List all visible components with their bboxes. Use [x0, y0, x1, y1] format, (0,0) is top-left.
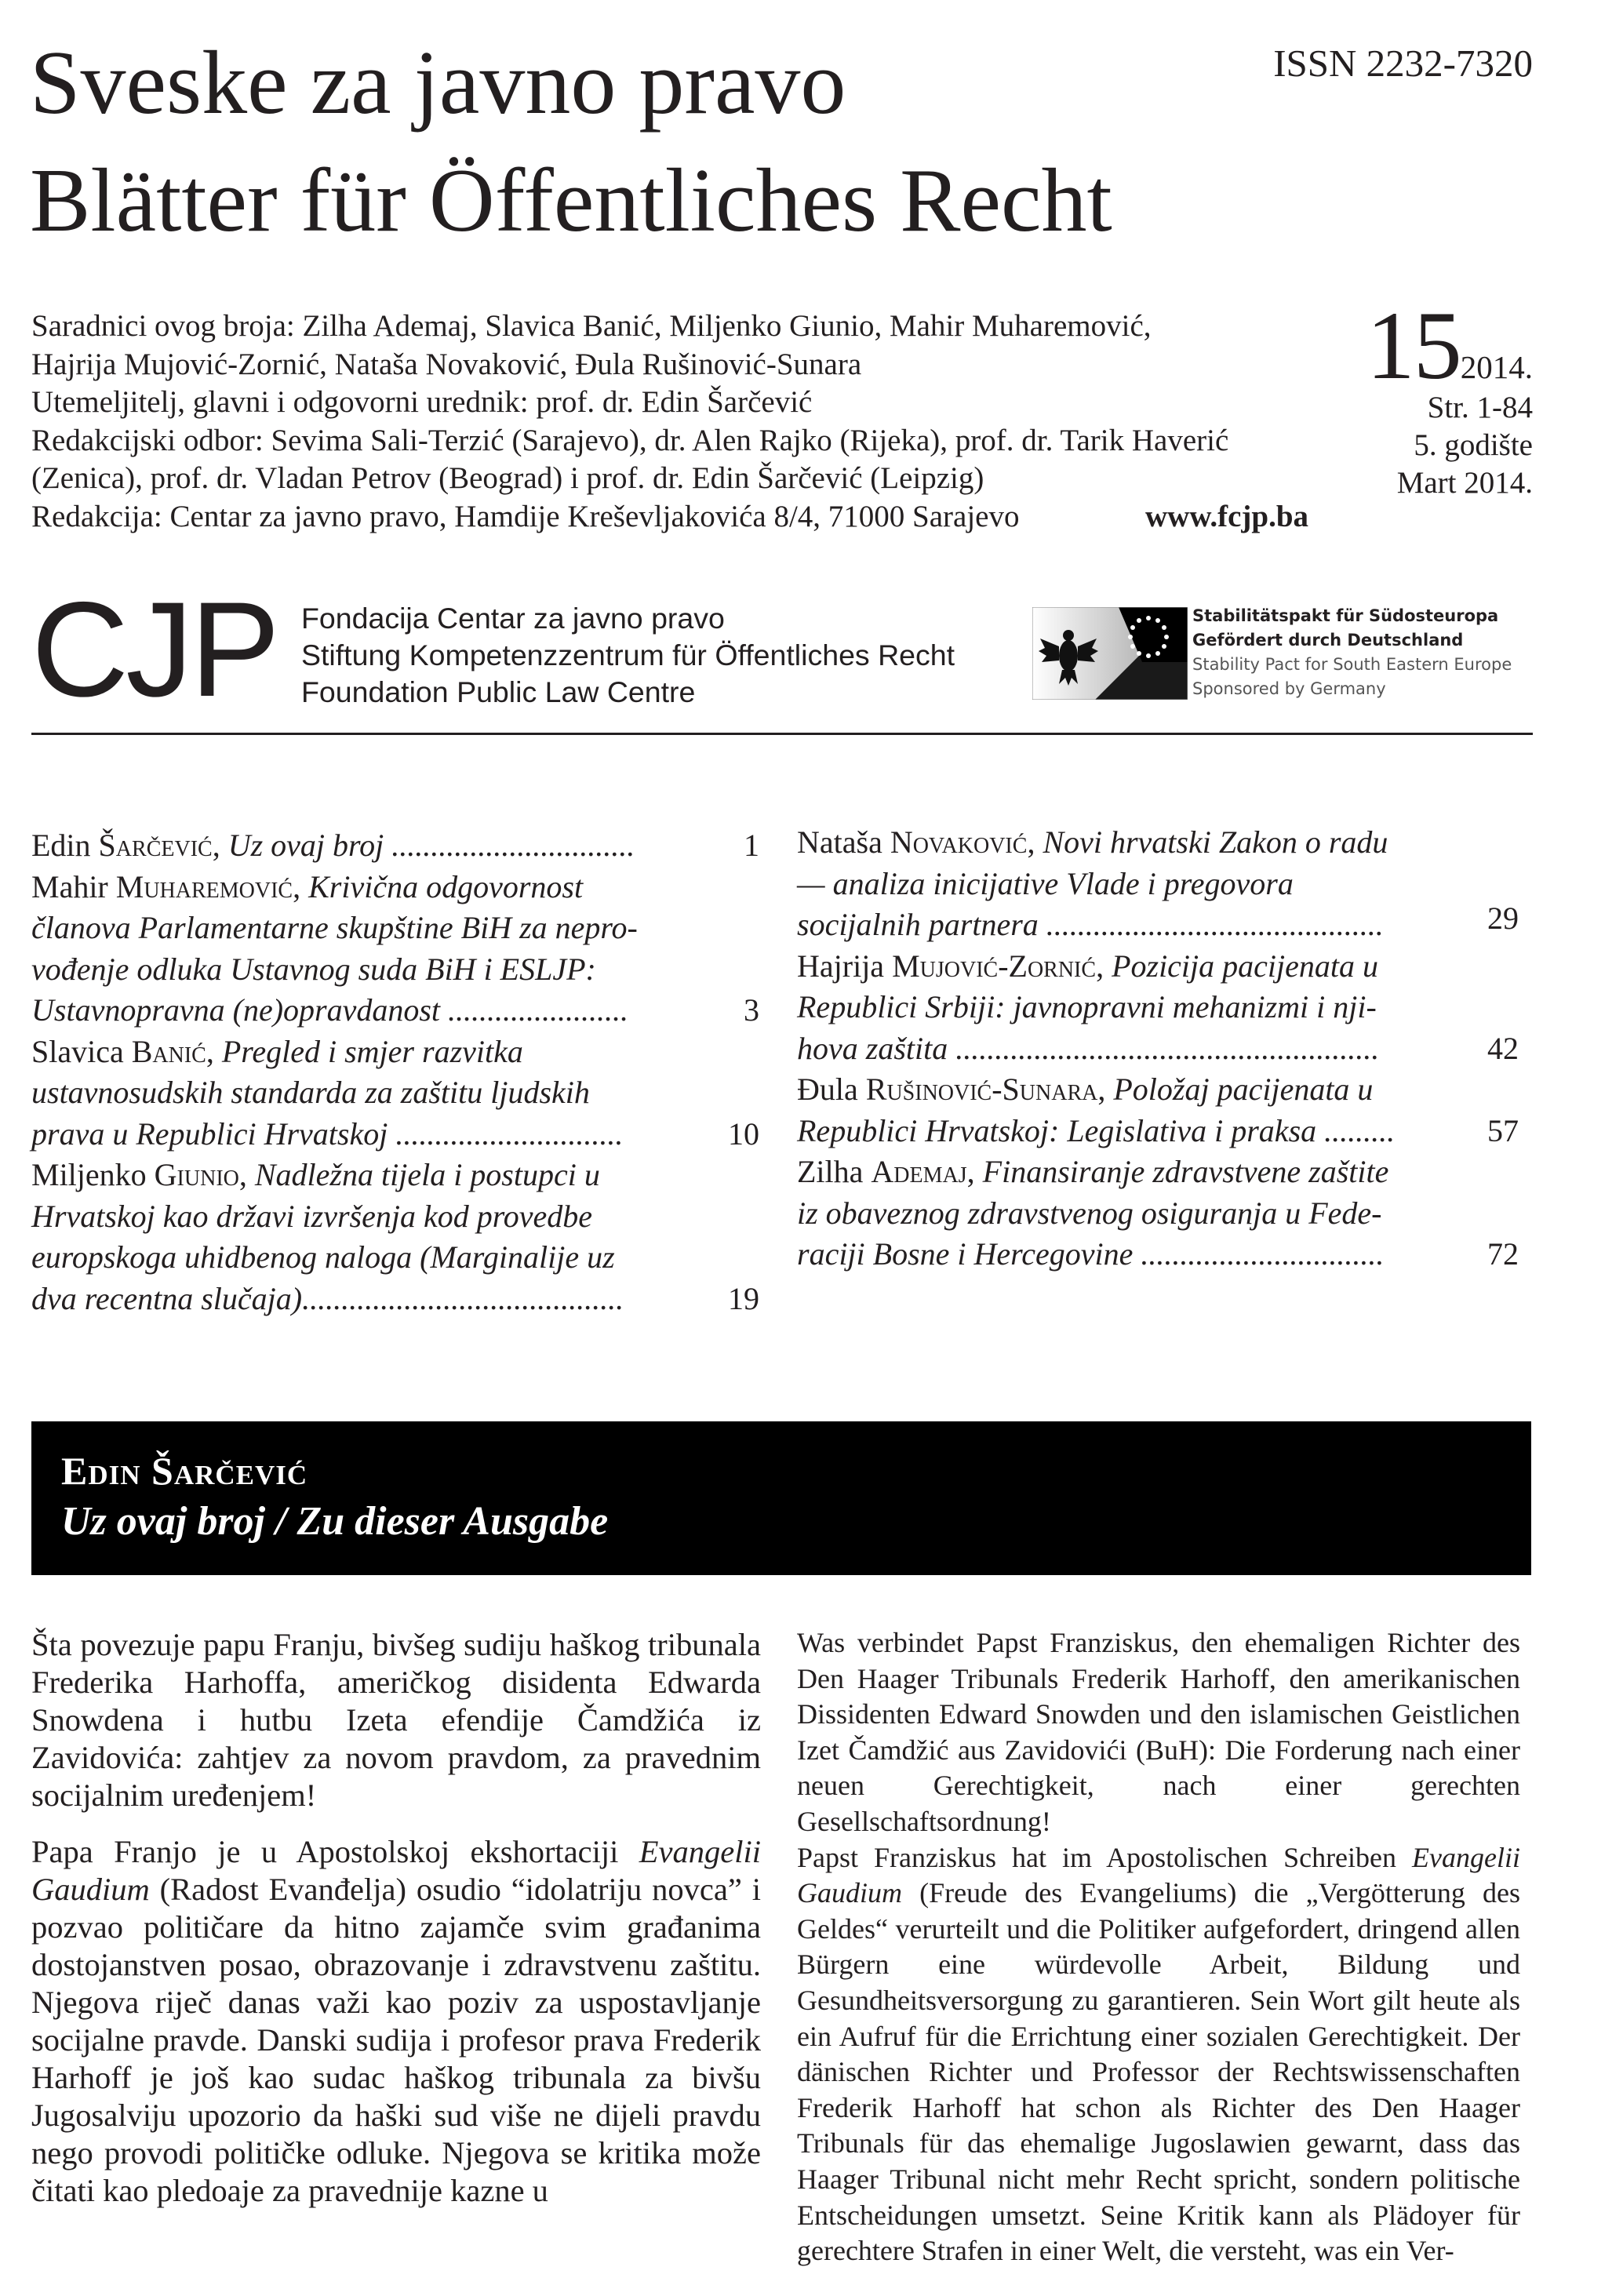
foundation-names: [301, 600, 955, 711]
toc-page-number: 3: [744, 992, 759, 1028]
stability-pact-emblem-icon: [1032, 607, 1188, 700]
toc-title-line: Nadležna tijela i postupci u: [254, 1157, 600, 1192]
toc-title-line: ustavnosudskih standarda za zaštitu ljudskih: [31, 1075, 590, 1110]
toc-left-column: [31, 825, 759, 1319]
toc-author: Muharemović: [115, 868, 293, 904]
contributors-line-2: Hajrija Mujović-Zornić, Nataša Novaković, Đula Rušinović-Sunara: [31, 347, 862, 381]
toc-title-line: Novi hrvatski Zakon o radu: [1043, 824, 1388, 860]
toc-title-line: — analiza inicijative Vlade i pregovora: [797, 865, 1294, 901]
toc-title-line: Hrvatskoj kao državi izvršenja kod provedbe: [31, 1198, 593, 1234]
toc-author: Novaković: [890, 824, 1028, 860]
stability-line-1: Stabilitätspakt für Südosteuropa: [1192, 606, 1499, 625]
toc-title-line: Uz ovaj broj ...............................: [227, 828, 635, 863]
toc-entry[interactable]: Edin Šarčević, Uz ovaj broj ............................... 1: [31, 825, 759, 867]
toc-title-line: socijalnih partnera ...........................................: [797, 907, 1384, 942]
toc-page-number: 57: [1487, 1112, 1519, 1148]
toc-title-line: Finansiranje zdravstvene zaštite: [982, 1154, 1389, 1189]
toc-page-number: 1: [744, 828, 759, 863]
toc-title-line: članova Parlamentarne skupštine BiH za nepro-: [31, 910, 638, 945]
toc-title-line: Republici Srbiji: javnopravni mehanizmi i nji-: [797, 989, 1377, 1024]
toc-title-line: Pregled i smjer razvitka: [221, 1033, 523, 1069]
toc-author: Rušinović-Sunara: [865, 1072, 1098, 1107]
toc-title-line: hova zaštita ......................................................: [797, 1030, 1380, 1066]
toc-page-number: 29: [1487, 901, 1519, 936]
issue-year: 2014.: [1460, 349, 1533, 385]
stability-line-3: Stability Pact for South Eastern Europe: [1192, 655, 1512, 674]
paragraph: Šta povezuje papu Franju, bivšeg sudiju haškog tribunala Frederika Harhoffa, američkog disidenta Edwarda Snowdena i hutbu Izeta efendije Čamdžića iz Zavidovića: zahtjev za novom pravdom, za pravednim socijalnim uređenjem!: [31, 1627, 761, 1813]
paragraph: Papa Franjo je u Apostolskoj ekshortaciji Evangelii Gaudium (Radost Evanđelja) osudio “idolatriju novca” i pozvao političare da hitno zajamče svim građanima dostojanstven posao, obrazovanje i zdravstvenu zaštitu. Njegova riječ danas važi kao poziv za uspostavljanje socijalne pravde. Danski sudija i profesor prava Frederik Harhoff je još kao sudac haškog tribunala za bivšu Jugosalviju upozorio da haški sud više ne dijeli pravdu nego provodi političke odluke. Njegova se kritika može čitati kao pledoaje za pravednije kazne u: [31, 1834, 761, 2208]
issn: ISSN 2232-7320: [1273, 42, 1533, 85]
toc-title-line: Krivična odgovornost: [308, 868, 584, 904]
toc-entry[interactable]: Nataša Novaković, Novi hrvatski Zakon o radu — analiza inicijative Vlade i pregovora socijalnih partnera ........................................... 29: [797, 824, 1519, 942]
issue-volume: 5. godište: [1414, 428, 1533, 462]
issue-number: 15: [1366, 292, 1461, 399]
foundation-name-en: Foundation Public Law Centre: [301, 675, 696, 708]
stability-pact-text: [1192, 604, 1512, 701]
article-banner: [31, 1421, 1531, 1575]
toc-title-line: Ustavnopravna (ne)opravdanost .......................: [31, 992, 629, 1028]
toc-title-line: vođenje odluka Ustavnog suda BiH i ESLJP:: [31, 951, 596, 987]
issue-info: [1366, 292, 1533, 502]
article-author: Edin Šarčević: [61, 1449, 308, 1493]
toc-title-line: Republici Hrvatskoj: Legislativa i praksa .........: [797, 1112, 1396, 1148]
article-body-german: [797, 1625, 1520, 2269]
toc-right-column: [797, 822, 1519, 1275]
office-line-row: [31, 498, 1334, 537]
toc-author: Giunio: [154, 1157, 239, 1192]
cjp-logo: CJP: [31, 574, 277, 725]
journal-title-bosnian: Sveske za javno pravo: [30, 33, 846, 133]
toc-page-number: 10: [728, 1115, 759, 1152]
toc-title-line: raciji Bosne i Hercegovine ...............................: [797, 1236, 1385, 1272]
journal-title-german: Blätter für Öffentliches Recht: [30, 151, 1112, 251]
editorial-credits: [31, 307, 1334, 536]
toc-page-number: 19: [728, 1280, 759, 1316]
stability-line-2: Gefördert durch Deutschland: [1192, 631, 1464, 650]
board-line-2: (Zenica), prof. dr. Vladan Petrov (Beograd) i prof. dr. Edin Šarčević (Leipzig): [31, 461, 984, 495]
toc-page-number: 42: [1487, 1030, 1519, 1066]
toc-title-line: dva recentna slučaja).........................................: [31, 1280, 624, 1316]
toc-author: Mujović-Zornić: [892, 948, 1097, 984]
article-body-bosnian: [31, 1626, 761, 2229]
toc-author: Ademaj: [871, 1154, 967, 1189]
toc-title-line: europskoga uhidbenog naloga (Marginalije uz: [31, 1239, 615, 1275]
contributors-line-1: Saradnici ovog broja: Zilha Ademaj, Slavica Banić, Miljenko Giunio, Mahir Muharemović,: [31, 309, 1152, 343]
toc-entry[interactable]: Zilha Ademaj, Finansiranje zdravstvene zaštite iz obaveznog zdravstvenog osiguranja u Fede- raciji Bosne i Hercegovine ............................... 72: [797, 1152, 1519, 1275]
toc-page-number: 72: [1487, 1236, 1519, 1272]
website-link[interactable]: www.fcjp.ba: [1145, 499, 1309, 533]
article-title: Uz ovaj broj / Zu dieser Ausgabe: [61, 1499, 609, 1544]
toc-title-line: Pozicija pacijenata u: [1112, 948, 1379, 984]
toc-entry[interactable]: Miljenko Giunio, Nadležna tijela i postupci u Hrvatskoj kao državi izvršenja kod provedbe europskoga uhidbenog naloga (Marginalije uz dva recentna slučaja)......................................... 19: [31, 1155, 759, 1319]
stability-line-4: Sponsored by Germany: [1192, 679, 1386, 698]
toc-author: Šarčević: [98, 828, 213, 863]
board-line-1: Redakcijski odbor: Sevima Sali-Terzić (Sarajevo), dr. Alen Rajko (Rijeka), prof. dr. Tarik Haverić: [31, 423, 1229, 457]
foundation-name-bs: Fondacija Centar za javno pravo: [301, 602, 725, 635]
toc-title-line: iz obaveznog zdravstvenog osiguranja u Fede-: [797, 1195, 1382, 1231]
toc-title-line: prava u Republici Hrvatskoj .............................: [31, 1115, 624, 1152]
paragraph: Papst Franziskus hat im Apostolischen Schreiben Evangelii Gaudium (Freude des Evangeliums) die „Vergötterung des Geldes“ verurteilt und die Politiker aufgefordert, dringend allen Bürgern eine würdevolle Arbeit, Bildung und Gesundheitsversorgung zu garantieren. Sein Wort gilt heute als ein Aufruf für die Errichtung einer sozialen Gerechtigkeit. Der dänischen Richter und Professor der Rechtswissenschaften Frederik Harhoff hat schon als Richter des Den Haager Tribunals für das ehemalige Jugoslawien gewarnt, dass das Haager Tribunal nicht mehr Recht spricht, sondern politische Entscheidungen umsetzt. Seine Kritik kann als Plädoyer für gerechtere Strafen in einer Welt, die versteht, was ein Ver-: [797, 1841, 1520, 2267]
toc-entry[interactable]: Mahir Muharemović, Krivična odgovornost članova Parlamentarne skupštine BiH za nepro- vođenje odluka Ustavnog suda BiH i ESLJP: Ustavnopravna (ne)opravdanost ....................... 3: [31, 867, 759, 1032]
office-line: Redakcija: Centar za javno pravo, Hamdije Kreševljakovića 8/4, 71000 Sarajevo: [31, 499, 1020, 533]
toc-entry[interactable]: Hajrija Mujović-Zornić, Pozicija pacijenata u Republici Srbiji: javnopravni mehanizmi i nji- hova zaštita ...................................................... 42: [797, 946, 1519, 1070]
toc-author: Banić: [131, 1033, 206, 1069]
issue-date: Mart 2014.: [1396, 466, 1533, 500]
toc-entry[interactable]: Đula Rušinović-Sunara, Položaj pacijenata u Republici Hrvatskoj: Legislativa i praksa ......... 57: [797, 1069, 1519, 1152]
toc-title-line: Položaj pacijenata u: [1113, 1072, 1374, 1107]
issue-pages: Str. 1-84: [1427, 391, 1533, 424]
paragraph: Was verbindet Papst Franziskus, den ehemaligen Richter des Den Haager Tribunals Frederik Harhoff, den amerikanischen Dissidenten Edward Snowden und den islamischen Geistlichen Izet Čamdžić aus Zavidovići (BuH): Die Forderung nach einer neuen Gerechtigkeit, nach einer gerechten Gesellschaftsordnung!: [797, 1627, 1520, 1837]
toc-entry[interactable]: Slavica Banić, Pregled i smjer razvitka ustavnosudskih standarda za zaštitu ljudskih prava u Republici Hrvatskoj ............................. 10: [31, 1032, 759, 1155]
foundation-name-de: Stiftung Kompetenzzentrum für Öffentliches Recht: [301, 639, 955, 671]
founder-line: Utemeljitelj, glavni i odgovorni urednik: prof. dr. Edin Šarčević: [31, 385, 813, 419]
header-divider: [31, 733, 1533, 735]
